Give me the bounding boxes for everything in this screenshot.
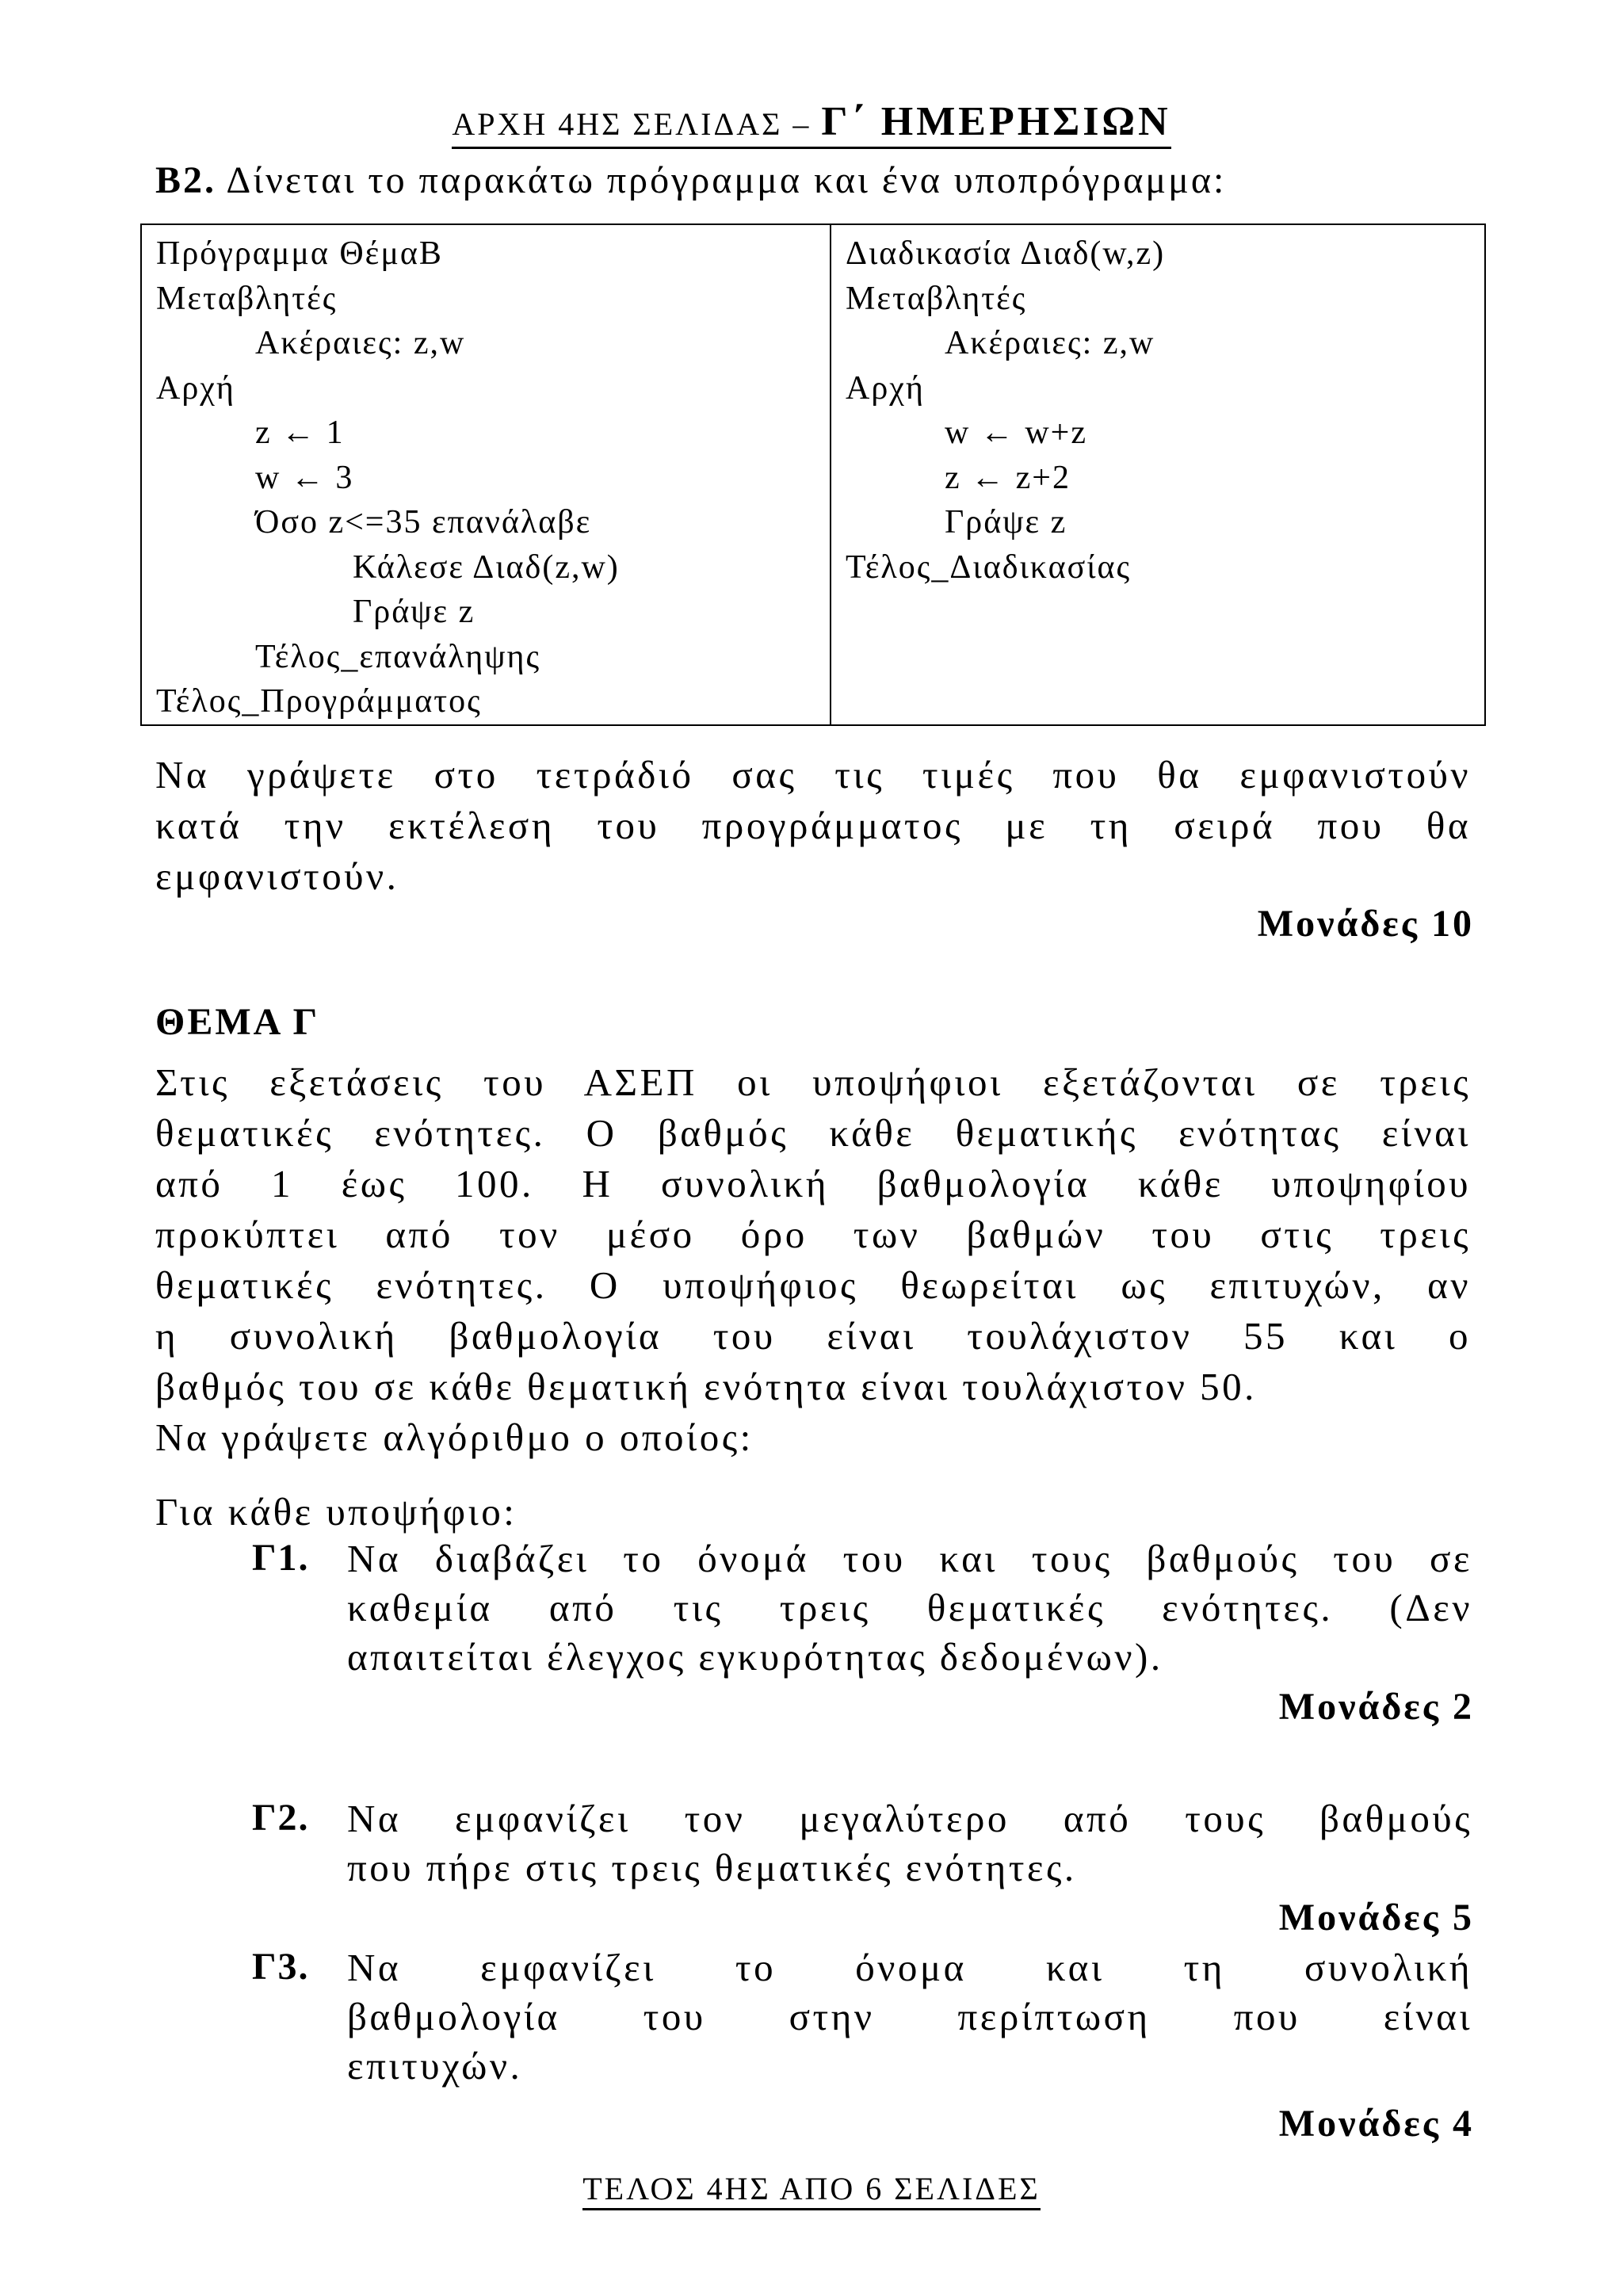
text-line: Να εμφανίζει το όνομα και τη συνολική xyxy=(347,1946,1472,1989)
text-line: θεματικές ενότητες. Ο βαθμός κάθε θεματικής ενότητας είναι xyxy=(155,1111,1471,1155)
text-line: από 1 έως 100. Η συνολική βαθμολογία κάθε υποψηφίου xyxy=(155,1162,1471,1205)
page-footer xyxy=(0,2170,1623,2207)
text-line: επιτυχών. xyxy=(347,2044,523,2088)
text-line: εμφανιστούν. xyxy=(155,854,399,898)
code-line: Μεταβλητές xyxy=(846,280,1027,317)
text-line: Να διαβάζει το όνομά του και τους βαθμούς του σε xyxy=(347,1537,1472,1580)
code-line: Τέλος_επανάληψης xyxy=(255,638,541,675)
program-cell xyxy=(141,224,831,725)
text-line: Για κάθε υποψήφιο: xyxy=(155,1490,517,1534)
code-line: z ← z+2 xyxy=(945,459,1071,496)
text-line: που πήρε στις τρεις θεματικές ενότητες. xyxy=(347,1846,1077,1889)
b2-intro-text: Δίνεται το παρακάτω πρόγραμμα και ένα υποπρόγραμμα: xyxy=(216,159,1227,201)
code-line: Γράψε z xyxy=(945,504,1067,541)
code-table xyxy=(140,223,1486,726)
item-g1-marks: Μονάδες 2 xyxy=(1278,1686,1474,1728)
b2-marks: Μονάδες 10 xyxy=(1257,903,1474,945)
b2-question xyxy=(155,750,1471,902)
text-line: Στις εξετάσεις του ΑΣΕΠ οι υποψήφιοι εξετάζονται σε τρεις xyxy=(155,1060,1471,1104)
item-g3-label: Γ3. xyxy=(252,1946,310,1988)
code-line: Μεταβλητές xyxy=(156,280,338,317)
theme-g-intro xyxy=(155,1057,1471,1463)
procedure-cell xyxy=(831,224,1485,725)
code-line: Ακέραιες: z,w xyxy=(255,325,466,361)
code-line: Αρχή xyxy=(156,369,235,407)
item-g3-marks: Μονάδες 4 xyxy=(1278,2103,1474,2145)
header-class-label: Γ΄ ΗΜΕΡΗΣΙΩΝ xyxy=(821,99,1171,144)
text-line: η συνολική βαθμολογία του είναι τουλάχιστον 55 και ο xyxy=(155,1314,1471,1358)
text-line: Να γράψετε αλγόριθμο ο οποίος: xyxy=(155,1415,754,1459)
code-line: Κάλεσε Διαδ(z,w) xyxy=(353,548,620,586)
text-line: κατά την εκτέλεση του προγράμματος με τη σειρά που θα xyxy=(155,804,1471,847)
item-g3-text xyxy=(347,1943,1472,2091)
item-g2-text xyxy=(347,1794,1472,1893)
code-line: z ← 1 xyxy=(255,415,345,451)
item-g2-label: Γ2. xyxy=(252,1797,310,1839)
code-line: Τέλος_Προγράμματος xyxy=(156,683,482,720)
text-line: απαιτείται έλεγχος εγκυρότητας δεδομένων). xyxy=(347,1635,1163,1679)
header-underline xyxy=(452,98,1170,149)
footer-text: ΤΕΛΟΣ 4ΗΣ ΑΠΟ 6 ΣΕΛΙΔΕΣ xyxy=(582,2171,1041,2210)
item-g2-marks: Μονάδες 5 xyxy=(1278,1897,1474,1939)
b2-label: Β2. xyxy=(155,159,217,201)
code-line: Γράψε z xyxy=(353,594,475,630)
code-line: Πρόγραμμα ΘέμαΒ xyxy=(156,235,443,272)
text-line: καθεμία από τις τρεις θεματικές ενότητες. (Δεν xyxy=(347,1586,1472,1629)
code-line: Αρχή xyxy=(846,369,925,407)
item-g1-text xyxy=(347,1534,1472,1682)
page-header xyxy=(0,98,1623,149)
item-g1-label: Γ1. xyxy=(252,1537,310,1579)
for-each-candidate xyxy=(155,1487,1471,1538)
text-line: Να εμφανίζει τον μεγαλύτερο από τους βαθμούς xyxy=(347,1797,1472,1840)
text-line: Να γράψετε στο τετράδιό σας τις τιμές που θα εμφανιστούν xyxy=(155,753,1471,797)
text-line: βαθμός του σε κάθε θεματική ενότητα είναι τουλάχιστον 50. xyxy=(155,1365,1257,1408)
header-page-label: ΑΡΧΗ 4ΗΣ ΣΕΛΙΔΑΣ – xyxy=(452,106,822,142)
b2-intro xyxy=(155,159,1226,202)
code-line: Όσο z<=35 επανάλαβε xyxy=(255,504,592,541)
text-line: θεματικές ενότητες. Ο υποψήφιος θεωρείται ως επιτυχών, αν xyxy=(155,1263,1471,1307)
text-line: βαθμολογία του στην περίπτωση που είναι xyxy=(347,1995,1472,2038)
code-line: Ακέραιες: z,w xyxy=(945,325,1155,361)
code-line: Τέλος_Διαδικασίας xyxy=(846,548,1132,586)
code-line: Διαδικασία Διαδ(w,z) xyxy=(846,235,1166,272)
code-line: w ← 3 xyxy=(255,459,354,496)
text-line: προκύπτει από τον μέσο όρο των βαθμών του στις τρεις xyxy=(155,1213,1471,1256)
code-line: w ← w+z xyxy=(945,415,1087,451)
theme-g-title: ΘΕΜΑ Γ xyxy=(155,1001,320,1043)
